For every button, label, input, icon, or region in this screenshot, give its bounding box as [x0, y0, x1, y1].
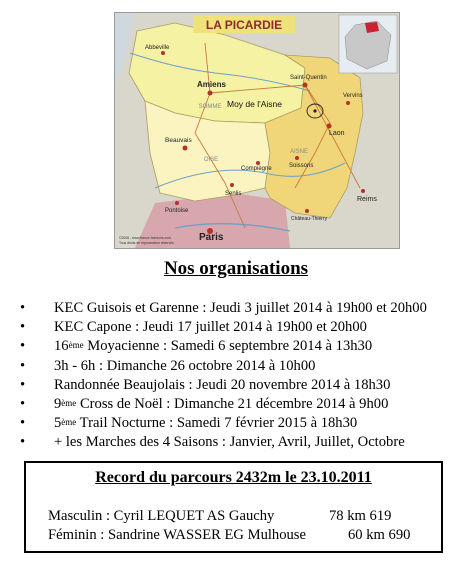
event-ordinal-suffix: ème	[61, 417, 77, 428]
city-dot-abbeville	[161, 51, 165, 55]
bullet: •	[20, 338, 26, 355]
dept-label-aisne: AISNE	[289, 149, 309, 155]
event-text-rest: Moyacienne : Samedi 6 septembre 2014 à 13h30	[83, 338, 373, 355]
event-text: + les Marches des 4 Saisons : Janvier, Avril, Juillet, Octobre	[54, 434, 405, 451]
list-item	[14, 414, 472, 433]
dept-label-somme: SOMME	[198, 104, 222, 110]
event-text: 5	[54, 415, 62, 432]
events-list	[14, 299, 472, 453]
event-ordinal-suffix: ème	[61, 398, 77, 409]
event-text: 3h - 6h : Dimanche 26 octobre 2014 à 10h00	[54, 357, 316, 374]
bullet: •	[20, 396, 26, 413]
city-label-abbeville: Abbeville	[145, 45, 170, 51]
city-label-compiegne: Compiègne	[241, 166, 272, 172]
city-dot-laon	[327, 124, 332, 129]
list-item	[14, 395, 472, 414]
moy-marker-dot	[313, 109, 316, 112]
city-dot-vervins	[346, 101, 350, 105]
list-item	[14, 357, 472, 376]
map-title: LA PICARDIE	[205, 18, 283, 32]
city-label-senlis: Senlis	[225, 191, 242, 197]
list-item	[14, 299, 472, 318]
list-item	[14, 376, 472, 395]
event-ordinal-suffix: ème	[68, 340, 84, 351]
moy-marker-label: Moy de l'Aisne	[227, 99, 283, 109]
event-text-rest: Trail Nocturne : Samedi 7 février 2015 à 18h30	[76, 415, 358, 432]
city-dot-soissons	[295, 156, 299, 160]
record-row-women	[48, 527, 411, 544]
record-label-women: Féminin : Sandrine WASSER EG Mulhouse	[48, 527, 306, 543]
city-label-reims: Reims	[357, 196, 377, 203]
record-label-men: Masculin : Cyril LEQUET AS Gauchy	[48, 508, 275, 524]
bullet: •	[20, 415, 26, 432]
bullet: •	[20, 357, 26, 374]
page-heading: Nos organisations	[163, 258, 309, 279]
city-dot-senlis	[230, 183, 234, 187]
city-dot-amiens	[208, 91, 213, 96]
city-dot-saint-quentin	[303, 83, 308, 88]
bullet: •	[20, 319, 26, 336]
bullet: •	[20, 376, 26, 393]
record-title: Record du parcours 2432m le 23.10.2011	[95, 469, 372, 486]
city-label-saint-quentin: Saint-Quentin	[290, 75, 327, 81]
bullet: •	[20, 300, 26, 316]
list-item	[14, 318, 472, 337]
picardie-highlight	[365, 22, 379, 33]
record-time-women: 60 km 690	[348, 527, 411, 543]
dept-label-oise: OISE	[203, 157, 219, 163]
city-label-beauvais: Beauvais	[165, 137, 192, 144]
city-label-laon: Laon	[329, 130, 345, 137]
city-label-soissons: Soissons	[289, 163, 314, 169]
bullet: •	[20, 434, 26, 451]
city-dot-chateau-thierry	[305, 209, 309, 213]
city-label-vervins: Vervins	[343, 93, 363, 99]
course-record-box	[24, 461, 443, 553]
city-dot-compiegne	[256, 161, 260, 165]
city-label-chateau-thierry: Château-Thierry	[291, 216, 328, 222]
event-text-rest: Cross de Noël : Dimanche 21 décembre 2014 à 9h00	[76, 396, 389, 413]
map-copyright-line1: ©2008 - www.france-horizons.com	[119, 236, 171, 240]
record-row-men	[48, 508, 392, 525]
event-text: 16	[54, 338, 69, 355]
city-dot-reims	[361, 189, 365, 193]
map-graphic	[115, 13, 399, 248]
event-text: KEC Capone : Jeudi 17 juillet 2014 à 19h00 et 20h00	[54, 319, 367, 336]
city-dot-pontoise	[175, 201, 179, 205]
map-copyright-line2: Tous droits de reproduction réservés	[119, 241, 174, 245]
record-time-men: 78 km 619	[329, 508, 392, 524]
city-label-pontoise: Pontoise	[165, 208, 189, 214]
city-dot-beauvais	[183, 146, 188, 151]
event-text: Randonnée Beaujolais : Jeudi 20 novembre 2014 à 18h30	[54, 376, 391, 393]
event-text: 9	[54, 396, 62, 413]
city-label-paris: Paris	[199, 232, 224, 243]
event-text: KEC Guisois et Garenne : Jeudi 3 juillet 2014 à 19h00 et 20h00	[54, 300, 427, 316]
city-label-amiens: Amiens	[197, 80, 226, 89]
list-item	[14, 337, 472, 356]
picardie-region-map	[114, 12, 400, 249]
list-item	[14, 433, 472, 452]
